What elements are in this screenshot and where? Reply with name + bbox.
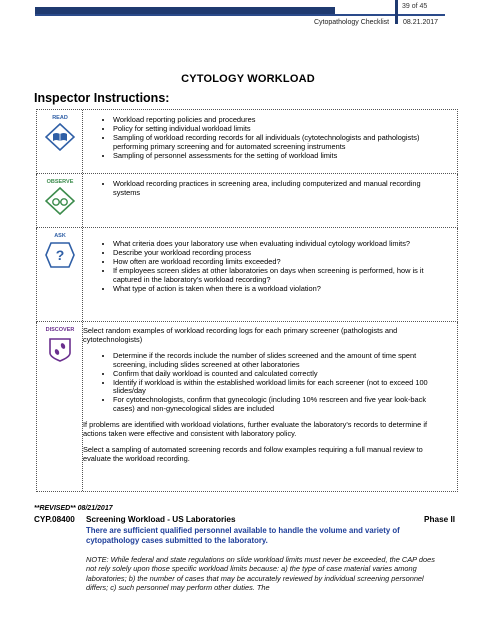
book-icon — [45, 123, 75, 151]
header-rule — [35, 14, 445, 16]
observe-content — [91, 180, 449, 198]
read-content — [91, 116, 449, 161]
discover-label: DISCOVER — [45, 327, 75, 333]
list-item: • For cytotechnologists, confirm that gynecologic (including 10% rescreen and five year look-back cases) and non-gynecological slides are included — [113, 396, 449, 414]
question-icon — [45, 241, 75, 269]
page-title: CYTOLOGY WORKLOAD — [181, 73, 315, 85]
ask-label: ASK — [54, 233, 66, 239]
requirement-title: Screening Workload - US Laboratories — [86, 515, 236, 524]
discover-section — [36, 322, 458, 492]
requirement-note: NOTE: While federal and state regulations on slide workload limits must never be exceeded, the CAP does not rely solely upon those specific workload limits because: a) the type of case material varies among laboratories; b) the number of cases that may be accurately reviewed by individual screening personnel differs; c) such personnel may perform other duties. The — [86, 555, 435, 592]
list-item: • Confirm that daily workload is counted and calculated correctly — [113, 370, 449, 379]
list-item: • What criteria does your laboratory use when evaluating individual cytology workload limits? — [113, 240, 449, 249]
list-item: • Workload reporting policies and procedures — [113, 116, 449, 125]
read-icon-column — [37, 110, 83, 173]
instructions-heading: Inspector Instructions: — [34, 91, 170, 105]
requirement-phase: Phase II — [424, 515, 455, 524]
list-item: • Workload recording practices in screening area, including computerized and manual recording systems — [113, 180, 449, 198]
svg-text:?: ? — [55, 247, 65, 263]
list-item: • Sampling of personnel assessments for the setting of workload limits — [113, 152, 449, 161]
page-number: 39 of 45 — [402, 3, 428, 10]
checklist-name: Cytopathology Checklist — [314, 19, 390, 26]
list-item: • If employees screen slides at other laboratories on days when screening is performed, how is it captured in the laboratory's workload recording? — [113, 267, 449, 285]
observe-label: OBSERVE — [46, 179, 74, 185]
list-item: • How often are workload recording limits exceeded? — [113, 258, 449, 267]
revised-label: **REVISED** 08/21/2017 — [34, 505, 113, 512]
discover-paragraph: Select a sampling of automated screening records and follow examples requiring a full manual review to evaluate the workload recording. — [83, 444, 423, 463]
list-item: • Identify if workload is within the established workload limits for each screener (not to exceed 100 slides/day — [113, 379, 449, 397]
list-item: • Determine if the records include the number of slides screened and the amount of time spent screening, including slides screened at other laboratories — [113, 352, 449, 370]
glasses-icon — [45, 187, 75, 215]
requirement-id: CYP.08400 — [34, 515, 75, 524]
discover-paragraph: If problems are identified with workload violations, further evaluate the laboratory's records to determine if actions taken were effective and consistent with laboratory policy. — [83, 420, 428, 439]
observe-icon-column — [37, 174, 83, 227]
list-item: • Describe your workload recording process — [113, 249, 449, 258]
ask-content — [91, 240, 449, 293]
list-item: • What type of action is taken when there is a workload violation? — [113, 285, 449, 294]
header-divider — [395, 0, 398, 24]
checklist-date: 08.21.2017 — [403, 19, 439, 26]
discover-content — [83, 326, 449, 464]
read-label: READ — [52, 115, 68, 121]
ask-section — [36, 228, 458, 322]
discover-intro: Select random examples of workload recording logs for each primary screener (pathologists and cytotechnologists) — [83, 326, 398, 344]
requirement-statement: There are sufficient qualified personnel available to handle the volume and variety of cytopathology cases submitted to the laboratory. — [86, 526, 400, 545]
read-section — [36, 109, 458, 174]
ask-icon-column — [37, 228, 83, 321]
list-item: • Policy for setting individual workload limits — [113, 125, 449, 134]
footprints-icon — [45, 335, 75, 363]
discover-icon-column — [37, 322, 83, 491]
list-item: • Sampling of workload recording records for all individuals (cytotechnologists and pathologists) performing primary screening and for automated screening instruments — [113, 134, 449, 152]
observe-section — [36, 174, 458, 228]
